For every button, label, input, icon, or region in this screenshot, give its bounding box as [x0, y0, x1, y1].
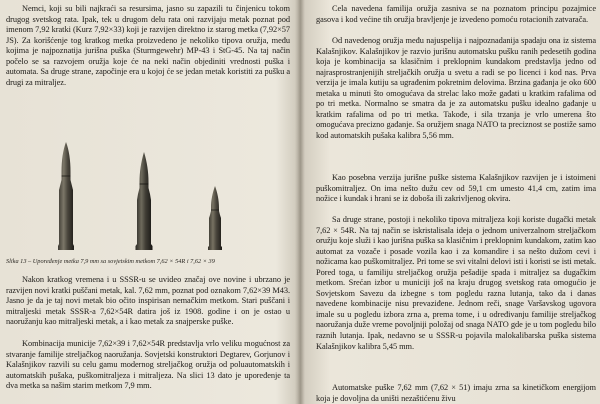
- right-paragraph-5: Automatske puške 7,62 mm (7,62 × 51) imaju zrna sa kinetičkom energijom koja je dovoljna da uništi nezaštićenu živu: [316, 383, 596, 403]
- cartridge-7-62x39-image: [206, 184, 224, 250]
- right-page: [304, 0, 600, 404]
- cartridge-7-62x54r-image: [134, 150, 154, 250]
- right-paragraph-4: Sa druge strane, postoji i nekoliko tipova mitraljeza koji koriste dugački metak 7,62 × 54R. Na taj način se iskristalisala ideja o jednom univerzalnom streljačkom oružju koje služi i kao jurišna puška sa klasičnim i preklopnim kundakom, zatim kao automat za vozače i posade vozila kao i za komandire i sa nešto dužom cevi i nožicama kao puškomitraljez. Pri tome se svi vitalni delovi isti i koristi se isti metak. Pored toga, u familiju streljačkog oružja pešadije spada i mitraljez sa dugačkim metkom. Srećan izbor u municiji još na kraju drugog svetskog rata omogućio je Sovjetskom Savezu da izbegne s tom pogledu razna lutanja, tako da i danas navedene kombinacije nisu prevaziđene. Jednom reči, snage Varšavskog ugovora imale su u pogledu izbora zrna a, prema tome, i u određivanju familije streljačkog naoružanja duže vreme povoljniji položaj od snaga NATO gde je u tom pogledu bilo raznih lutanja. Ipak, nedavno se u SSSR-u pojavila malokalibarska puška sistema Kalašnjikov kalibra 5,45 mm.: [316, 215, 596, 351]
- right-paragraph-3: Kao posebna verzija jurišne puške sistema Kalašnjikov razvijen je i istoimeni puškomitraljez. On ima nešto dužu cev od 59,1 cm umesto 41,4 cm, zatim ima nožice i kundak i hrani se iz doboša ili zakrivljenog okvira.: [316, 173, 596, 204]
- right-paragraph-2: Od navedenog oružja među najuspelija i najpoznadanija spadaju ona iz sistema Kalašnjikov. Kalašnjikov je razvio jurišnu automatsku pušku ranih pedesetih godina koja je kombinacija sa klasičnim i preklopnim kundakom predstavlja jedno od najrasprostranjenijih streljačkih oružja u svetu a radi se po licenci i kod nas. Prva verzija je imala kutiju sa ugrađenim pokretnim delovima. Brzina gađanja je oko 600 metaka u minuti što omogućava da strelac lako može gađati u kratkim rafalima od po tri metka. Normalno se smatra da je za automatsku pušku idealno gađanje u kratkim rafalima od po tri metka. Takođe, i sila trzanja je vrlo umerena što omogućava precizno gađanje. Sa oružjem snaga NATO ta preciznost se postiže samo kod automatskih pušaka kalibra 5,56 mm.: [316, 36, 596, 140]
- cartridge-comparison-figure: [6, 130, 290, 258]
- cartridge-7-9mm-image: [56, 140, 76, 250]
- left-paragraph-2: Nakon kratkog vremena i u SSSR-u se uvideo značaj ove novine i ubrzano je razvijen novi kratki puščani metak, kal. 7,62 mm, poznat pod oznakom 7,62×39 M43. Jasno je da je taj novi metak bio očito inspirisan nemačkim metkom. Stari puščani i mitraljeski metak SSSR-a 7,62×54R datira još iz 1908. godine i on je ostao u naoružanju kao mitraljeski metak, a i kao metak za snajperske puške.: [6, 275, 290, 327]
- right-paragraph-1: Cela navedena familija oružja zasniva se na poznatom principu pozajmice gasova i kod većine tih oružja bravljenje je izvedeno pomoću rotacionih zatvarača.: [316, 4, 596, 24]
- left-paragraph-3: Kombinacija municije 7,62×39 i 7,62×54R predstavlja vrlo veliku mogućnost za stvaranje familije streljačkog naoružanja. Sovjetski konstruktori Degtarev, Gorjunov i Kalašnjikov razvili su celu gamu modernog streljačkog oružja od poluautomatskih i automatskih pušaka, puškomitraljeza i mitraljeza. Na slici 13 dato je upoređenje ta dva metka sa našim starim metkom 7,9 mm.: [6, 339, 290, 391]
- figure-caption: Slika 13 – Upoređenje metka 7,9 mm sa sovjetskim metkom 7,62 × 54R i 7,62 × 39: [6, 258, 215, 265]
- left-paragraph-1: Nemci, koji su bili najkraći sa resursima, jasno su zapazili tu činjenicu tokom drugog svetskog rata. Ipak, tek u drugom delu rata oni razvijaju metak poznat pod imenom 7,92 kratki (Kurz 7,92×33) koji je razvijen direktno iz starog metka (7,92×57 JS). Za korišćenje tog kratkog metka proizvedeno je nekoliko tipova oružja, među kojima je najpoznatija jurišna puška (Sturmgewehr) MP-43 i StG-45. Na taj način počelo se sa razvojem oružja koje će na neki način objediniti vrednosti puška i automata. Sa druge strane, započinje era u kojoj će se jedan metak koristiti za pušku a drugi za mitraljez.: [6, 4, 290, 87]
- left-page: [0, 0, 296, 404]
